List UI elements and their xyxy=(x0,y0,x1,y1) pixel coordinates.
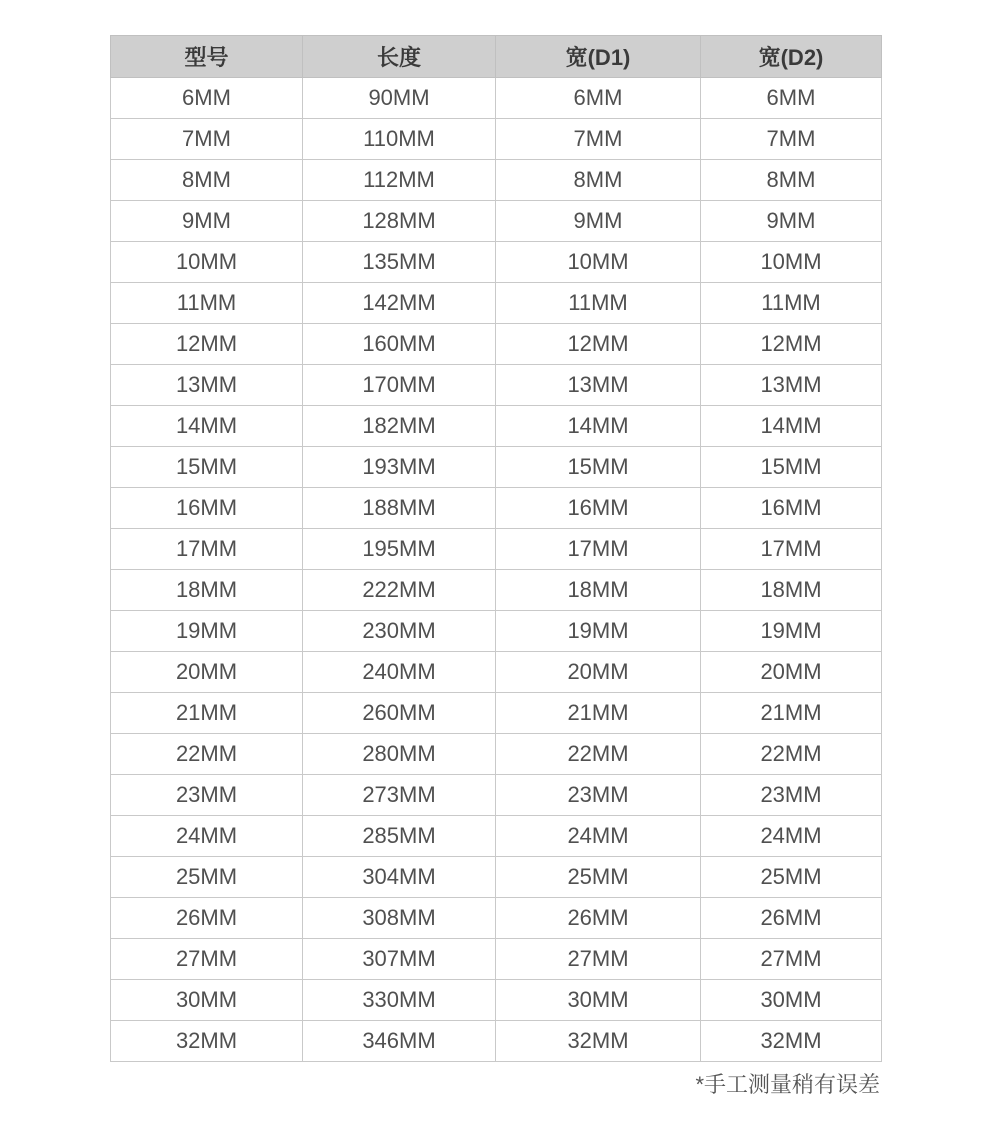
cell-width-d1: 11MM xyxy=(496,283,701,324)
table-row xyxy=(111,160,882,201)
table-row xyxy=(111,611,882,652)
cell-width-d1: 25MM xyxy=(496,857,701,898)
cell-width-d2: 27MM xyxy=(701,939,882,980)
table-row xyxy=(111,775,882,816)
cell-length: 304MM xyxy=(303,857,496,898)
cell-length: 142MM xyxy=(303,283,496,324)
cell-width-d1: 6MM xyxy=(496,78,701,119)
cell-width-d1: 19MM xyxy=(496,611,701,652)
cell-model: 14MM xyxy=(111,406,303,447)
cell-width-d1: 22MM xyxy=(496,734,701,775)
cell-length: 308MM xyxy=(303,898,496,939)
cell-width-d2: 18MM xyxy=(701,570,882,611)
cell-model: 16MM xyxy=(111,488,303,529)
table-body xyxy=(111,78,882,1062)
table-row xyxy=(111,406,882,447)
header-model: 型号 xyxy=(111,36,303,78)
cell-model: 20MM xyxy=(111,652,303,693)
cell-width-d1: 30MM xyxy=(496,980,701,1021)
cell-width-d2: 6MM xyxy=(701,78,882,119)
header-width-d1: 宽(D1) xyxy=(496,36,701,78)
cell-length: 135MM xyxy=(303,242,496,283)
cell-length: 195MM xyxy=(303,529,496,570)
cell-model: 27MM xyxy=(111,939,303,980)
cell-width-d1: 12MM xyxy=(496,324,701,365)
table-row xyxy=(111,78,882,119)
table-row xyxy=(111,734,882,775)
table-row xyxy=(111,488,882,529)
table-row xyxy=(111,201,882,242)
cell-width-d2: 13MM xyxy=(701,365,882,406)
cell-width-d1: 32MM xyxy=(496,1021,701,1062)
cell-length: 182MM xyxy=(303,406,496,447)
header-width-d2: 宽(D2) xyxy=(701,36,882,78)
cell-length: 240MM xyxy=(303,652,496,693)
cell-width-d2: 9MM xyxy=(701,201,882,242)
cell-width-d1: 7MM xyxy=(496,119,701,160)
cell-width-d1: 18MM xyxy=(496,570,701,611)
table-row xyxy=(111,570,882,611)
cell-model: 10MM xyxy=(111,242,303,283)
table-row xyxy=(111,857,882,898)
cell-width-d1: 17MM xyxy=(496,529,701,570)
cell-width-d1: 23MM xyxy=(496,775,701,816)
table-row xyxy=(111,980,882,1021)
cell-model: 26MM xyxy=(111,898,303,939)
cell-model: 23MM xyxy=(111,775,303,816)
cell-model: 19MM xyxy=(111,611,303,652)
cell-model: 30MM xyxy=(111,980,303,1021)
cell-model: 22MM xyxy=(111,734,303,775)
cell-width-d2: 20MM xyxy=(701,652,882,693)
table-row xyxy=(111,816,882,857)
table-row xyxy=(111,447,882,488)
cell-width-d2: 10MM xyxy=(701,242,882,283)
header-length: 长度 xyxy=(303,36,496,78)
cell-model: 7MM xyxy=(111,119,303,160)
cell-width-d2: 14MM xyxy=(701,406,882,447)
cell-model: 15MM xyxy=(111,447,303,488)
cell-width-d2: 11MM xyxy=(701,283,882,324)
cell-width-d2: 32MM xyxy=(701,1021,882,1062)
cell-width-d2: 23MM xyxy=(701,775,882,816)
cell-length: 346MM xyxy=(303,1021,496,1062)
cell-width-d2: 25MM xyxy=(701,857,882,898)
cell-width-d2: 24MM xyxy=(701,816,882,857)
cell-width-d1: 21MM xyxy=(496,693,701,734)
cell-length: 330MM xyxy=(303,980,496,1021)
cell-model: 8MM xyxy=(111,160,303,201)
cell-length: 273MM xyxy=(303,775,496,816)
cell-width-d1: 14MM xyxy=(496,406,701,447)
cell-width-d1: 24MM xyxy=(496,816,701,857)
cell-model: 24MM xyxy=(111,816,303,857)
cell-length: 112MM xyxy=(303,160,496,201)
cell-length: 260MM xyxy=(303,693,496,734)
cell-width-d2: 12MM xyxy=(701,324,882,365)
table-row xyxy=(111,283,882,324)
cell-width-d1: 16MM xyxy=(496,488,701,529)
cell-model: 11MM xyxy=(111,283,303,324)
cell-width-d1: 26MM xyxy=(496,898,701,939)
cell-width-d1: 15MM xyxy=(496,447,701,488)
cell-model: 21MM xyxy=(111,693,303,734)
table-row xyxy=(111,898,882,939)
cell-width-d2: 19MM xyxy=(701,611,882,652)
table-row xyxy=(111,652,882,693)
cell-model: 32MM xyxy=(111,1021,303,1062)
cell-width-d2: 21MM xyxy=(701,693,882,734)
cell-width-d1: 13MM xyxy=(496,365,701,406)
cell-model: 6MM xyxy=(111,78,303,119)
cell-width-d1: 9MM xyxy=(496,201,701,242)
cell-length: 170MM xyxy=(303,365,496,406)
cell-width-d1: 8MM xyxy=(496,160,701,201)
cell-model: 18MM xyxy=(111,570,303,611)
cell-model: 25MM xyxy=(111,857,303,898)
measurement-note: *手工测量稍有误差 xyxy=(695,1072,880,1097)
cell-length: 280MM xyxy=(303,734,496,775)
table-row xyxy=(111,119,882,160)
cell-length: 188MM xyxy=(303,488,496,529)
cell-length: 230MM xyxy=(303,611,496,652)
cell-length: 222MM xyxy=(303,570,496,611)
table-row xyxy=(111,324,882,365)
cell-length: 160MM xyxy=(303,324,496,365)
table-row xyxy=(111,693,882,734)
cell-width-d2: 30MM xyxy=(701,980,882,1021)
cell-width-d1: 10MM xyxy=(496,242,701,283)
cell-model: 13MM xyxy=(111,365,303,406)
cell-width-d1: 27MM xyxy=(496,939,701,980)
cell-model: 17MM xyxy=(111,529,303,570)
cell-width-d2: 17MM xyxy=(701,529,882,570)
table-row xyxy=(111,939,882,980)
table-header-row xyxy=(111,36,882,78)
cell-length: 90MM xyxy=(303,78,496,119)
cell-width-d2: 26MM xyxy=(701,898,882,939)
cell-width-d2: 8MM xyxy=(701,160,882,201)
cell-length: 193MM xyxy=(303,447,496,488)
cell-width-d2: 15MM xyxy=(701,447,882,488)
cell-length: 307MM xyxy=(303,939,496,980)
cell-length: 128MM xyxy=(303,201,496,242)
cell-width-d2: 22MM xyxy=(701,734,882,775)
size-spec-table xyxy=(110,35,882,1062)
table-row xyxy=(111,529,882,570)
cell-width-d2: 7MM xyxy=(701,119,882,160)
table-row xyxy=(111,365,882,406)
cell-length: 285MM xyxy=(303,816,496,857)
table-row xyxy=(111,242,882,283)
cell-model: 12MM xyxy=(111,324,303,365)
cell-model: 9MM xyxy=(111,201,303,242)
table-row xyxy=(111,1021,882,1062)
cell-width-d2: 16MM xyxy=(701,488,882,529)
cell-width-d1: 20MM xyxy=(496,652,701,693)
cell-length: 110MM xyxy=(303,119,496,160)
